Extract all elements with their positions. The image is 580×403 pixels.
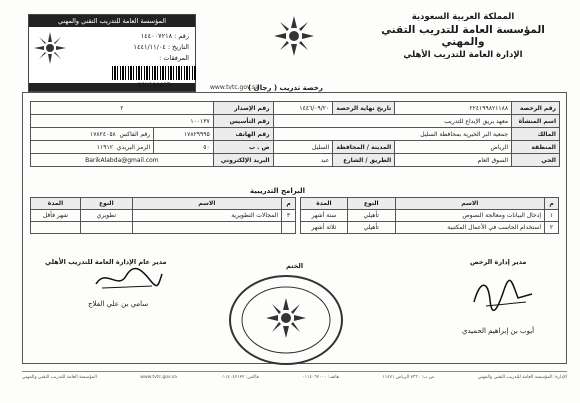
- city-value: السليل: [273, 141, 333, 154]
- program-name: إدخال البيانات ومعالجة النصوص: [395, 210, 544, 222]
- stamp-date-value: ١٤٤١/١١/٠٤: [133, 43, 166, 51]
- barcode-text: 81U1444C7: [137, 82, 171, 89]
- seal-title: الختم: [286, 262, 304, 270]
- website-url: www.tvtc.gov.sa: [210, 84, 259, 91]
- program-duration: ثلاثة أشهر: [301, 222, 348, 234]
- stamp-attachments-label: المرفقات :: [159, 54, 189, 62]
- document-title: رخصة تدريب ( رجال ): [248, 84, 323, 92]
- founding-no-value: ١٠٠١٣٧: [31, 115, 214, 128]
- empty-cell: [80, 222, 132, 234]
- header-institution: المؤسسة العامة للتدريب التقني والمهني: [381, 24, 545, 48]
- table-row: [31, 102, 560, 115]
- license-info-table: [30, 101, 560, 167]
- table-row: [31, 222, 296, 234]
- owner-label: المالك: [512, 128, 560, 141]
- programs-table-right: [300, 197, 559, 234]
- empty-cell: [31, 222, 81, 234]
- email-value: BarikAlabda@gmail.com: [31, 154, 214, 167]
- right-signature-name: أيوب بن إبراهيم الحميدي: [462, 327, 535, 335]
- city-label: المدينة / المحافظة: [333, 141, 395, 154]
- postal-cell: [31, 141, 154, 154]
- phone-label: رقم الهاتف: [213, 128, 273, 141]
- program-duration: ستة أشهر: [301, 210, 348, 222]
- program-type: تطويري: [80, 210, 132, 222]
- district-label: الحي: [512, 154, 560, 167]
- region-label: المنطقة: [512, 141, 560, 154]
- right-signature-title: مدير إدارة الرخص: [470, 258, 527, 266]
- program-type: تأهيلي: [347, 210, 395, 222]
- fax-value: ١٧٨٢٤٠٥٨: [89, 130, 116, 138]
- issue-no-value: ٢: [31, 102, 214, 115]
- phone-value: ١٧٨٢٩٩٩٥: [154, 128, 214, 141]
- program-no: ٣: [282, 210, 296, 222]
- table-header-row: [31, 198, 296, 210]
- stamp-number-value: ١٤٤٠٠٧٢١٨: [140, 32, 173, 40]
- program-no: ١: [545, 210, 559, 222]
- license-end-value: ١٤٤٦/٠٩/٢٠: [273, 102, 333, 115]
- stamp-number-label: رقم :: [174, 32, 189, 40]
- facility-value: معهد بريق الإبداع للتدريب: [273, 115, 511, 128]
- stamp-logo-icon: [33, 31, 67, 65]
- right-signature-icon: [468, 272, 538, 312]
- footer-item: هاتف: ٠١١٤٠٦٢٠٠٠: [302, 375, 339, 380]
- col-no: م: [545, 198, 559, 210]
- tvtc-logo-icon: [272, 14, 316, 58]
- fax-label: رقم الفاكس: [119, 130, 151, 138]
- street-label: الطريق / الشارع: [333, 154, 395, 167]
- program-name: استخدام الحاسب في الأعمال المكتبية: [395, 222, 544, 234]
- license-no-value: ٢٢٤١٩٩٨٢١١٨٨: [395, 102, 512, 115]
- table-row: [31, 210, 296, 222]
- col-no: م: [282, 198, 296, 210]
- left-signature-title: مدير عام الإدارة العامة للتدريب الأهلي: [45, 258, 167, 266]
- footer-item: الإدارة: المؤسسة العامة للتدريب التقني والمهني: [477, 375, 567, 380]
- programs-table-left: [30, 197, 296, 234]
- table-row: [31, 141, 560, 154]
- postal-value: ١١٩١٢: [96, 143, 113, 151]
- program-type: تأهيلي: [347, 222, 395, 234]
- header-organization: [378, 12, 548, 60]
- header-department: الإدارة العامة للتدريب الأهلي: [403, 50, 523, 60]
- left-signature-name: سامي بن علي الفلاج: [88, 300, 149, 308]
- official-seal-icon: [226, 272, 346, 368]
- program-no: ٢: [545, 222, 559, 234]
- col-duration: المدة: [31, 198, 81, 210]
- stamp-header: المؤسسة العامة للتدريب التقني والمهني: [29, 15, 195, 27]
- col-name: الاسم: [395, 198, 544, 210]
- facility-label: اسم المنشأة: [512, 115, 560, 128]
- pobox-value: ٥٠: [154, 141, 214, 154]
- footer-item: ص.ب: ٧٣٣٠ الرياض ١١٤٧١: [382, 375, 435, 380]
- district-value: السوق العام: [395, 154, 512, 167]
- footer-item: فاكس: ٠١١٤٠٤٢١٢٢: [220, 375, 259, 380]
- stamp-fields: [69, 31, 189, 64]
- table-row: [31, 154, 560, 167]
- footer-item: www.tvtc.gov.sa: [140, 375, 177, 380]
- issue-no-label: رقم الإصدار: [213, 102, 273, 115]
- table-row: [31, 115, 560, 128]
- col-type: النوع: [347, 198, 395, 210]
- table-header-row: [301, 198, 559, 210]
- col-duration: المدة: [301, 198, 348, 210]
- left-signature-icon: [92, 264, 164, 294]
- col-name: الاسم: [132, 198, 281, 210]
- table-row: [301, 222, 559, 234]
- col-type: النوع: [80, 198, 132, 210]
- postal-label: الرمز البريدي: [116, 143, 151, 151]
- stamp-date-label: التاريخ :: [167, 43, 189, 51]
- pobox-label: ص . ب: [213, 141, 273, 154]
- fax-cell: [31, 128, 154, 141]
- table-row: [31, 128, 560, 141]
- footer-item: المؤسسة العامة للتدريب التقني والمهني: [22, 375, 97, 380]
- page-footer: [22, 371, 567, 380]
- empty-cell: [282, 222, 296, 234]
- program-name: المجالات التطويرية: [132, 210, 281, 222]
- table-row: [301, 210, 559, 222]
- barcode: [112, 66, 196, 80]
- owner-value: جمعية البر الخيرية بمحافظة السليل: [273, 128, 511, 141]
- license-no-label: رقم الرخصة: [512, 102, 560, 115]
- email-label: البريد الإلكتروني: [213, 154, 273, 167]
- header-country: المملكة العربية السعودية: [411, 12, 515, 22]
- empty-cell: [132, 222, 281, 234]
- street-value: عبد: [273, 154, 333, 167]
- region-value: الرياض: [395, 141, 512, 154]
- license-end-label: تاريخ نهاية الرخصة: [333, 102, 395, 115]
- reference-stamp: [28, 14, 196, 92]
- programs-title: البرامج التدريبية: [250, 187, 306, 195]
- founding-no-label: رقم التأسيس: [213, 115, 273, 128]
- program-duration: شهر فأقل: [31, 210, 81, 222]
